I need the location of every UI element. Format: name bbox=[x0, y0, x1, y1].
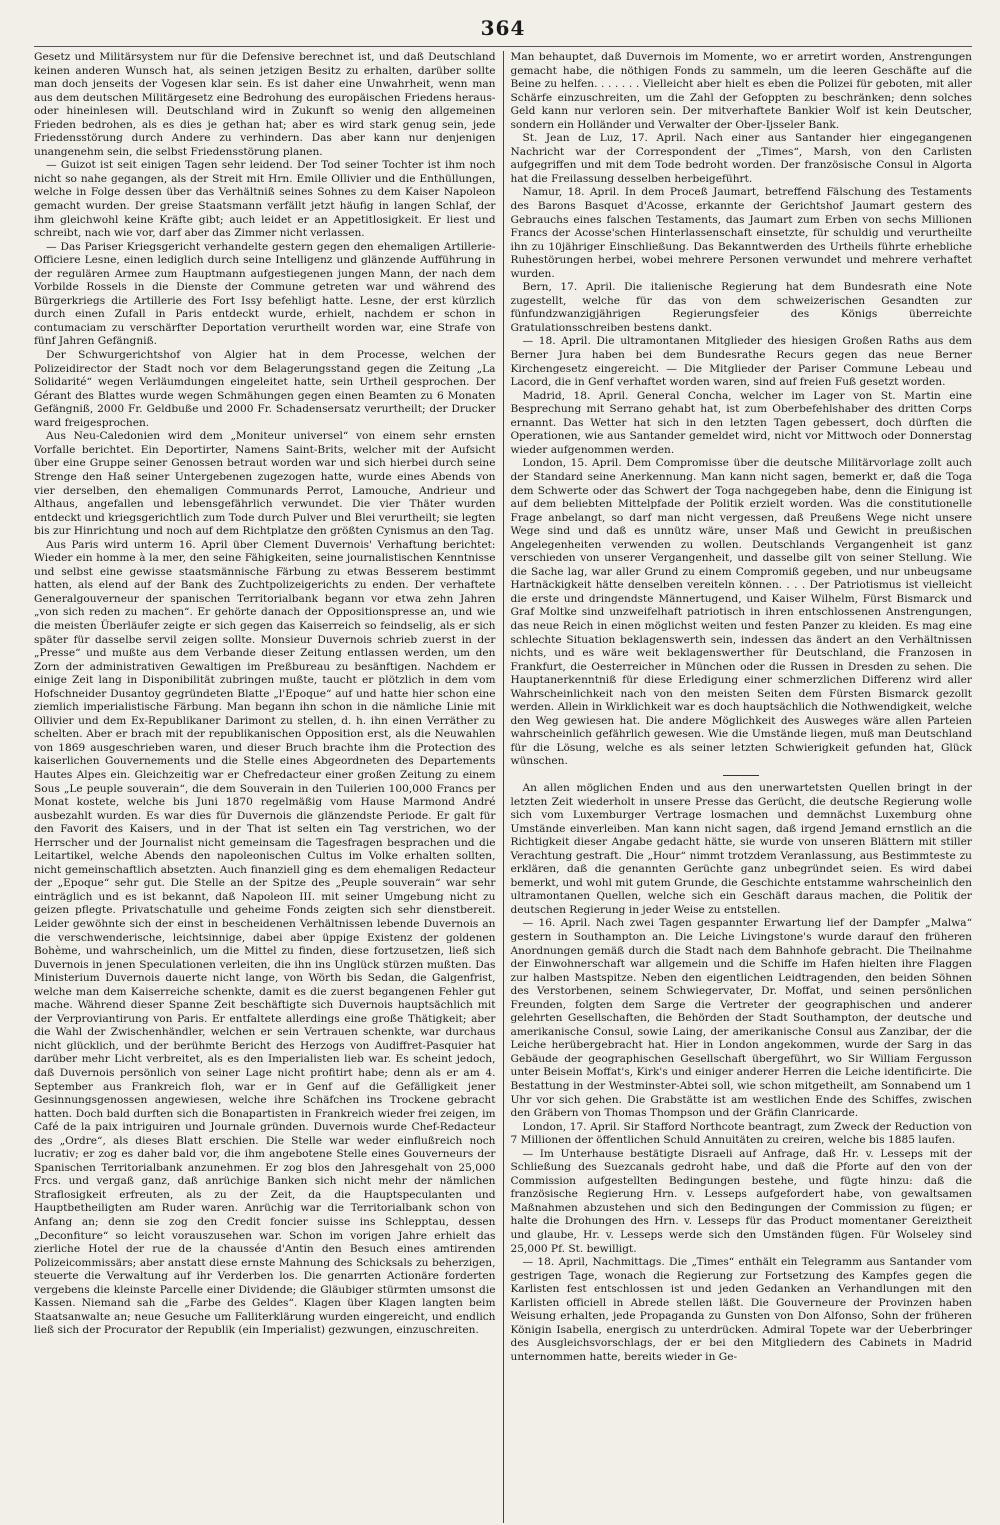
article-paragraph: London, 17. April. Sir Stafford Northcote beantragt, zum Zweck der Reduction von 7 Millionen der öffentlichen Schuld Annuitäten zu creiren, welche bis 1885 laufen. bbox=[510, 1120, 972, 1147]
article-paragraph: — Guizot ist seit einigen Tagen sehr leidend. Der Tod seiner Tochter ist ihm noch nicht so nahe gegangen, als der Streit mit Hrn. Emile Ollivier und die Enthüllungen, welche in Folge dessen über das Verhältniß seines Sohnes zu dem Kaiser Napoleon gemacht wurden. Der greise Staatsmann verfällt jetzt häufig in langen Schlaf, der ihm gleichwohl keine Kräfte gibt; auch leidet er an Appetitlosigkeit. Er liest und schreibt, nach wie vor, darf aber das Zimmer nicht verlassen. bbox=[34, 159, 496, 240]
columns bbox=[34, 51, 972, 1523]
article-paragraph: London, 15. April. Dem Compromisse über die deutsche Militärvorlage zollt auch der Standard seine Anerkennung. Man kann nicht sagen, bemerkt er, daß die Toga dem Schwerte oder das Schwert der Toga nachgegeben habe, denn die Einigung ist auf dem beliebten Mittelpfade der Politik erzielt worden. Was die constitutionelle Frage anbelangt, so darf man nicht vergessen, daß Preußens Wege nicht unsere Wege sind und daß es unnütz wäre, unser Maß und Gewicht in preußischen Angelegenheiten verwenden zu wollen. Deutschlands Vergangenheit ist ganz verschieden von unserer Vergangenheit, und dasselbe gilt von seiner Stellung. Wie die Sache lag, war aller Grund zu einem Compromiß gegeben, und nur unbeugsame Hartnäckigkeit hätte denselben vereiteln können. . . . Der Patriotismus ist vielleicht die erste und dringendste Männertugend, und Kaiser Wilhelm, Fürst Bismarck und Graf Moltke sind unzweifelhaft patriotisch in ihren entschlossenen Anstrengungen, das neue Reich in einen möglichst weiten und festen Panzer zu kleiden. Es mag eine schlechte Situation beklagenswerth sein, indessen das ändert an den Verhältnissen nichts, und es wäre weit beklagenswerther für Deutschland, die Franzosen in Frankfurt, die Oesterreicher in München oder die Russen in Dresden zu sehen. Die Hauptanerkenntniß für diese Erledigung einer schmerzlichen Differenz wird aller Wahrscheinlichkeit nach von den meisten Seiten dem Fürsten Bismarck gezollt werden. Allein in Wirklichkeit war es doch hauptsächlich die Nothwendigkeit, welche den Weg gewiesen hat. Die andere Möglichkeit des Ausweges wäre allen Parteien wahrscheinlich gefährlich gewesen. Wie die Umstände liegen, muß man Deutschland für die Lösung, welche es als seiner letzten Schwierigkeit gefunden hat, Glück wünschen. bbox=[510, 457, 972, 768]
right-column bbox=[504, 51, 973, 1523]
article-paragraph: Der Schwurgerichtshof von Algier hat in dem Processe, welchen der Polizeidirector der Stadt noch vor dem Belagerungsstand gegen die Zeitung „La Solidarité“ wegen Verläumdungen eingeleitet hatte, sein Urtheil gesprochen. Der Gérant des Blattes wurde wegen Schmähungen gegen einen Beamten zu 6 Monaten Gefängniß, 2000 Fr. Geldbuße und 2000 Fr. Schadensersatz verurtheilt; der Drucker ward freigesprochen. bbox=[34, 349, 496, 429]
article-paragraph: — 18. April. Die ultramontanen Mitglieder des hiesigen Großen Raths aus dem Berner Jura haben bei dem Bundesrathe Recurs gegen das neue Berner Kirchengesetz eingereicht. — Die Mitglieder der Pariser Commune Lebeau und Lacord, die in Genf verhaftet worden waren, sind auf freien Fuß gesetzt worden. bbox=[510, 335, 972, 389]
article-paragraph: Namur, 18. April. In dem Proceß Jaumart, betreffend Fälschung des Testaments des Barons Basquet d'Acosse, erkannte der Gerichtshof Jaumart gestern des Gebrauchs eines falschen Testaments, das Jaumart zum Erben von sechs Millionen Francs der Acosse'schen Hinterlassenschaft einsetzte, für schuldig und verurtheilte ihn zu 10jähriger Einschließung. Das Bekanntwerden des Urtheils führte erhebliche Ruhestörungen herbei, wobei mehrere Personen verwundet und mehrere verhaftet wurden. bbox=[510, 186, 972, 280]
left-column bbox=[34, 51, 504, 1523]
article-paragraph: An allen möglichen Enden und aus den unerwartetsten Quellen bringt in der letzten Zeit wiederholt in unsere Presse das Gerücht, die deutsche Regierung wolle sich vom Luxemburger Vertrage losmachen und demnächst Luxemburg ohne Umstände einverleiben. Man kann nicht sagen, daß irgend Jemand ernstlich an die Richtigkeit dieser Angabe gedacht hätte, sie wurde von unseren Blättern mit stiller Verachtung gestraft. Die „Hour“ nimmt trotzdem Veranlassung, aus Bestimmteste zu erklären, daß die genannten Gerüchte ganz unbegründet seien. Es wird dabei bemerkt, und wohl mit gutem Grunde, die Geschichte entstamme wahrscheinlich den ultramontanen Quellen, welche sich ein Geschäft daraus machen, die Politik der deutschen Regierung in jeder Weise zu entstellen. bbox=[510, 781, 972, 916]
article-paragraph: Aus Neu-Caledonien wird dem „Moniteur universel“ von einem sehr ernsten Vorfalle berichtet. Ein Deportirter, Namens Saint-Brits, welcher mit der Aufsicht über eine Gruppe seiner Genossen betraut worden war und sich hierbei durch seine Strenge den Haß seiner Untergebenen zugezogen hatte, wurde eines Abends von vier derselben, den ehemaligen Communards Perrot, Lamouche, Andrieur und Althaus, angefallen und lebensgefährlich verwundet. Die vier Thäter wurden entdeckt und kriegsgerichtlich zum Tode durch Pulver und Blei verurtheilt; sie legten bis zur Hinrichtung und noch auf dem Richtplatze den größten Cynismus an den Tag. bbox=[34, 430, 496, 538]
article-paragraph: Aus Paris wird unterm 16. April über Clement Duvernois' Verhaftung berichtet: Wieder ein homme à la mer, den seine Fähigkeiten, seine journalistischen Kenntnisse und selbst eine gewisse staatsmännische Färbung zu etwas Besserem bestimmt hatten, als elend auf der Bank des Zuchtpolizeigerichts zu enden. Der verhaftete Generalgouverneur der spanischen Territorialbank begann vor etwa zehn Jahren „von sich reden zu machen“. Er gehörte danach der Oppositionspresse an, und wie die meisten Überläufer zeigte er sich gegen das Kaiserreich so feindselig, als er sich später für dasselbe servil zeigen sollte. Monsieur Duvernois schrieb zuerst in der „Presse“ und mußte aus dem Verbande dieser Zeitung entlassen werden, um den Zorn der administrativen Gewaltigen im Preßbureau zu besänftigen. Nachdem er einige Zeit lang in Disponibilität zubringen mußte, taucht er plötzlich in dem vom Hofschneider Dusantoy gegründeten Blatte „l'Epoque“ auf und hatte hier schon eine ziemlich imperialistische Färbung. Man begann ihn schon in die nämliche Linie mit Ollivier und dem Ex-Republikaner Darimont zu stellen, d. h. ihn einen Verräther zu schelten. Aber er brach mit der republikanischen Opposition erst, als die Neuwahlen von 1869 ausgeschrieben waren, und dieser Bruch brachte ihm die Protection des kaiserlichen Gouvernements und die Stelle eines Abgeordneten des Departements Hautes Alpes ein. Gleichzeitig war er Chefredacteur einer großen Zeitung zu einem Sous „Le peuple souverain“, die dem Souverain in den Tuilerien 100,000 Francs per Monat kostete, welche bis Juni 1870 regelmäßig vom Hause Marmond André ausbezahlt wurden. Es war dies für Duvernois die glänzendste Periode. Er galt für den Favorit des Kaisers, und in der That ist selten ein Tag verstrichen, wo der Herrscher und der Journalist nicht gemeinsam die Tagesfragen besprachen und die Leitartikel, welche Abends den napoleonischen Cultus im Volke erhalten sollten, nicht gemeinschaftlich absetzten. Auch finanziell ging es dem ehemaligen Redacteur der „Epoque“ sehr gut. Die Stelle an der Spitze des „Peuple souverain“ war sehr einträglich und es ist bekannt, daß Napoleon III. mit seiner Umgebung nicht zu geizen pflegte. Privatschatulle und geheime Fonds zeigten sich sehr dienstbereit. Leider gewöhnte sich der einst in bescheidenen Verhältnissen lebende Duvernois an die verschwenderische, leichtsinnige, dabei aber üppige Existenz der goldenen Bohème, und wahrscheinlich, um die Mittel zu finden, diese fortzusetzen, ließ sich Duvernois in jenen Speculationen verleiten, die ihn ins Unglück stürzen mußten. Das Ministerium Duvernois dauerte nicht lange, von Wörth bis Sedan, die Galgenfrist, welche man dem Kaiserreiche schenkte, damit es die zuerst begangenen Fehler gut mache. Während dieser Spanne Zeit beschäftigte sich Duvernois hauptsächlich mit der Verproviantirung von Paris. Er entfaltete allerdings eine große Thätigkeit; aber die Wahl der Zwischenhändler, welchen er sein Vertrauen schenkte, war durchaus nicht glücklich, und der berühmte Bericht des Herzogs von Audiffret-Pasquier hat darüber mehr Licht verbreitet, als es den Imperialisten lieb war. Es scheint jedoch, daß Duvernois persönlich von seiner Lage nicht profitirt habe; denn als er am 4. September aus Frankreich floh, war er in Genf auf die Gefälligkeit jener Gesinnungsgenossen angewiesen, welche ihre Schäfchen ins Trockene gebracht hatten. Doch bald durften sich die Bonapartisten in Frankreich wieder frei zeigen, im Café de la paix intriguiren und Journale gründen. Duvernois wurde Chef-Redacteur des „Ordre“, als dieses Blatt erschien. Die Stelle war weder einflußreich noch lucrativ; er zog es daher bald vor, die ihm angebotene Stelle eines Gouverneurs der Spanischen Territorialbank anzunehmen. Er zog blos den Jahresgehalt von 25,000 Frcs. und vergaß ganz, daß anrüchige Banken sich nicht mehr der nämlichen Straflosigkeit erfreuten, als zu der Zeit, da die Hauptspeculanten und Hauptbetheiligten am Ruder waren. Anrüchig war die Territorialbank schon von Anfang an; denn sie zog den Credit foncier suisse ins Schlepptau, dessen „Deconfiture“ so leicht vorauszusehen war. Schon im vorigen Jahre erhielt das zierliche Hotel der rue de la chaussée d'Antin den Besuch eines amtirenden Polizeicommissärs; aber anstatt diese ernste Mahnung des Schicksals zu beherzigen, steuerte die Verwaltung auf ihr Verderben los. Die genarrten Actionäre forderten vergebens die kleinste Parcelle einer Dividende; die Gläubiger stürmten umsonst die Kassen. Niemand sah die „Farbe des Geldes“. Klagen über Klagen langten beim Staatsanwalte an; neue Gesuche um Falliterklärung wurden eingereicht, und endlich ließ sich der Procurator der Republik (ein Imperialist) gezwungen, einzuschreiten. bbox=[34, 538, 496, 1337]
article-paragraph: — 16. April. Nach zwei Tagen gespannter Erwartung lief der Dampfer „Malwa“ gestern in Southampton an. Die Leiche Livingstone's wurde darauf den früheren Anordnungen gemäß durch die Stadt nach dem Bahnhofe gebracht. Die Theilnahme der Einwohnerschaft war allgemein und die Schiffe im Hafen hielten ihre Flaggen zur halben Mastspitze. Neben den eigentlichen Leidtragenden, den beiden Söhnen des Verstorbenen, seinem Schwiegervater, Dr. Moffat, und seinen persönlichen Freunden, folgten dem Sarge die Vertreter der geographischen und anderer gelehrten Gesellschaften, die Behörden der Stadt Southampton, der deutsche und amerikanische Consul, sowie Laing, der amerikanische Consul aus Zanzibar, der die Leiche herübergebracht hat. Hier in London angekommen, wurde der Sarg in das Gebäude der geographischen Gesellschaft übergeführt, wo Sir William Fergusson unter Beisein Moffat's, Kirk's und einiger anderer Herren die Leiche identificirte. Die Bestattung in der Westminster-Abtei soll, wie schon mitgetheilt, am Sonnabend um 1 Uhr vor sich gehen. Die Grabstätte ist am westlichen Ende des Schiffes, zwischen den Gräbern von Thomas Thompson und der Gräfin Clanricarde. bbox=[510, 917, 972, 1120]
article-paragraph: — 18. April, Nachmittags. Die „Times“ enthält ein Telegramm aus Santander vom gestrigen Tage, wonach die Regierung zur Fortsetzung des Kampfes gegen die Karlisten fest entschlossen ist und jeden Gedanken an Verhandlungen mit den Karlisten officiell in Abrede stellen läßt. Die Gouverneure der Provinzen haben Weisung erhalten, jede Propaganda zu Gunsten von Don Alfonso, Sohn der früheren Königin Isabella, energisch zu unterdrücken. Admiral Topete war der Ueberbringer des Ausgleichsvorschlags, der er bei den Mitgliedern des Cabinets in Madrid unternommen hatte, bereits wieder in Ge- bbox=[510, 1256, 972, 1363]
article-paragraph: St. Jean de Luz, 17. April. Nach einer aus Santander hier eingegangenen Nachricht war der Correspondent der „Times“, Marsh, von den Carlisten aufgegriffen und mit dem Tode bedroht worden. Der französische Consul in Algorta hat die Freilassung desselben herbeigeführt. bbox=[510, 132, 972, 185]
article-paragraph: — Das Pariser Kriegsgericht verhandelte gestern gegen den ehemaligen Artillerie-Officiere Lesne, einen lediglich durch seine Intelligenz und glänzende Aufführung in der regulären Armee zum Hauptmann aufgestiegenen jungen Mann, der nach dem Vorbilde Rossels in die Dienste der Commune getreten war und während des Bürgerkriegs die Artillerie des Fort Issy befehligt hatte. Lesne, der erst kürzlich durch einen Zufall in Paris entdeckt wurde, erhielt, nachdem er schon in contumaciam zu verschärfter Deportation verurtheilt worden war, eine Strafe von fünf Jahren Gefängniß. bbox=[34, 240, 496, 348]
page-number: 364 bbox=[480, 16, 526, 40]
article-paragraph: — Im Unterhause bestätigte Disraeli auf Anfrage, daß Hr. v. Lesseps mit der Schließung des Suezcanals gedroht habe, und daß die Pforte auf den von der Commission aufgestellten Bedingungen bestehe, und fügte hinzu: daß die französische Regierung Hrn. v. Lesseps aufgefordert habe, von gewaltsamen Maßnahmen abzustehen und sich den Bedingungen der Commission zu fügen; er halte die Drohungen des Hrn. v. Lesseps für das Product momentaner Gereiztheit und glaube, Hr. v. Lesseps werde sich den Umständen fügen. Für Wolseley sind 25,000 Pf. St. bewilligt. bbox=[510, 1147, 972, 1255]
header-rule bbox=[34, 46, 972, 47]
article-paragraph: Man behauptet, daß Duvernois im Momente, wo er arretirt worden, Anstrengungen gemacht habe, die nöthigen Fonds zu sammeln, um die leeren Geschäfte auf die Beine zu helfen. . . . . . . Vielleicht aber hielt es eben die Polizei für geboten, mit aller Schärfe einzuschreiten, um die Zahl der Gefoppten zu beschränken; denn solches Geld kann nur verloren sein. Der mitverhaftete Bankier Wolf ist kein Deutscher, sondern ein Holländer und Verwalter der Ober-Ijsseler Bank. bbox=[510, 51, 972, 131]
article-paragraph: Madrid, 18. April. General Concha, welcher im Lager von St. Martin eine Besprechung mit Serrano gehabt hat, ist zum Oberbefehlshaber des dritten Corps ernannt. Das Wetter hat sich in den letzten Tagen gebessert, doch dürften die Operationen, wie aus Santander gemeldet wird, nicht vor Mittwoch oder Donnerstag wieder aufgenommen werden. bbox=[510, 389, 972, 456]
article-paragraph: Gesetz und Militärsystem nur für die Defensive berechnet ist, und daß Deutschland keinen anderen Wunsch hat, als seinen jetzigen Besitz zu erhalten, darüber sollte man doch jenseits der Vogesen klar sein. Es ist daher eine Unwahrheit, wenn man aus dem deutschen Militärgesetz eine Bedrohung des europäischen Friedens heraus- oder hineinlesen will. Deutschland wird in Zukunft so wenig den allgemeinen Frieden bedrohen, als es dies je gethan hat; aber es wird stark genug sein, jede Friedensstörung durch Andere zu verhindern. Das aber kann nur denjenigen unangenehm sein, die selbst Friedensstörung planen. bbox=[34, 51, 496, 158]
section-separator bbox=[723, 775, 759, 776]
article-paragraph: Bern, 17. April. Die italienische Regierung hat dem Bundesrath eine Note zugestellt, welche für das von dem schweizerischen Gesandten zur fünfundzwanzigjährigen Regierungsfeier des Königs überreichte Gratulationsschreiben bestens dankt. bbox=[510, 281, 972, 334]
